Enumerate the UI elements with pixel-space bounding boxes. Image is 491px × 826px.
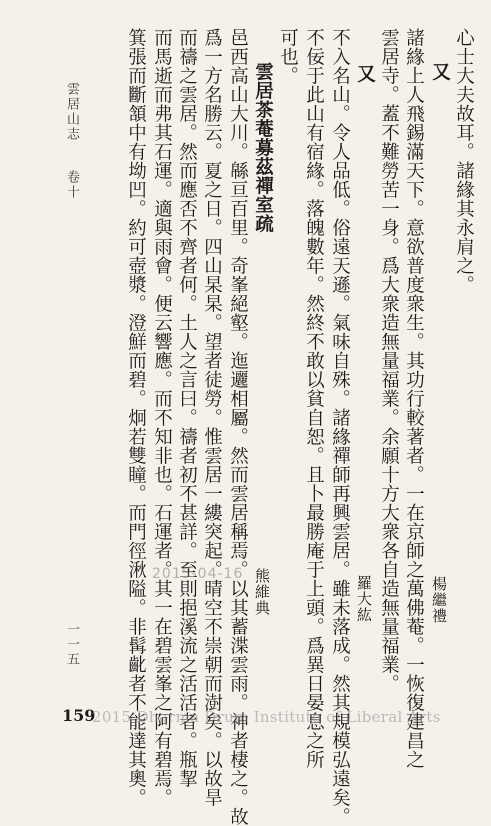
text-column-1: 心士大夫故耳。諸緣其永肩之。 [453,28,475,294]
text-column-6: 不入名山。令人品低。俗遠天遜。氣味自殊。諸緣禪師再興雲居。雖未落成。然其規模弘遠矣。 [329,28,351,826]
heading-you-1: 又 [429,62,451,81]
margin-book-title: 雲居山志 [64,82,79,142]
text-column-10: 邑西高山大川。緜亘百里。奇峯絕壑。迤邐相屬。然而雲居稱焉。以其蓄渫雲雨。神者棲之。故 [227,28,249,826]
text-column-13: 而馬逝而弗其石運。適與雨會。便云響應。而不知非也。石運者。其一在碧雲峯之阿有碧焉。 [151,28,173,807]
watermark: 2015 Dharma Drum Institute of Liberal Arts [92,708,441,726]
text-column-4: 雲居寺。蓋不難勞苦一身。爲大衆造無量福業。余願十方大衆各自造無量福業。 [378,28,400,693]
author-luo-dahong: 羅大紘 [355,575,373,623]
section-title: 雲居茶菴募茲禪室疏 [252,62,274,233]
margin-volume: 卷十 [64,170,79,200]
text-column-3: 諸緣上人飛錫滿天下。意欲普度衆生。其功行較著者。一在京師之萬佛菴。一恢復建昌之 [403,28,425,769]
heading-you-2: 又 [354,64,376,83]
text-column-14: 箕張而斷頷中有坳凹。約可壺漿。澄鮮而碧。炯若雙瞳。而門徑湫隘。非髯齔者不能達其奧。 [125,28,147,807]
author-xiong-weidian: 熊維典 [253,568,271,616]
date-stamp: 2015-04-16 [152,566,244,582]
page-number: 159 [62,706,96,725]
text-column-12: 而禱之雲居。然而應否不齊者何。土人之言曰。禱者初不甚詳。至則挹溪流之活活者。瓶挈 [176,28,198,788]
text-column-7: 不佞于此山有宿緣。落魄數年。然終不敢以貧自恕。且卜最勝庵于上頭。爲異日晏息之所 [303,28,325,769]
author-yang-jili: 楊繼禮 [430,576,448,624]
text-column-11: 爲一方名勝云。夏之日。四山杲杲。望者徒勞。惟雲居一縷突起。晴空不崇朝而澍矣。以故旱 [201,28,223,807]
text-column-8: 可也。 [277,28,299,85]
margin-folio: 一一五 [64,622,79,667]
